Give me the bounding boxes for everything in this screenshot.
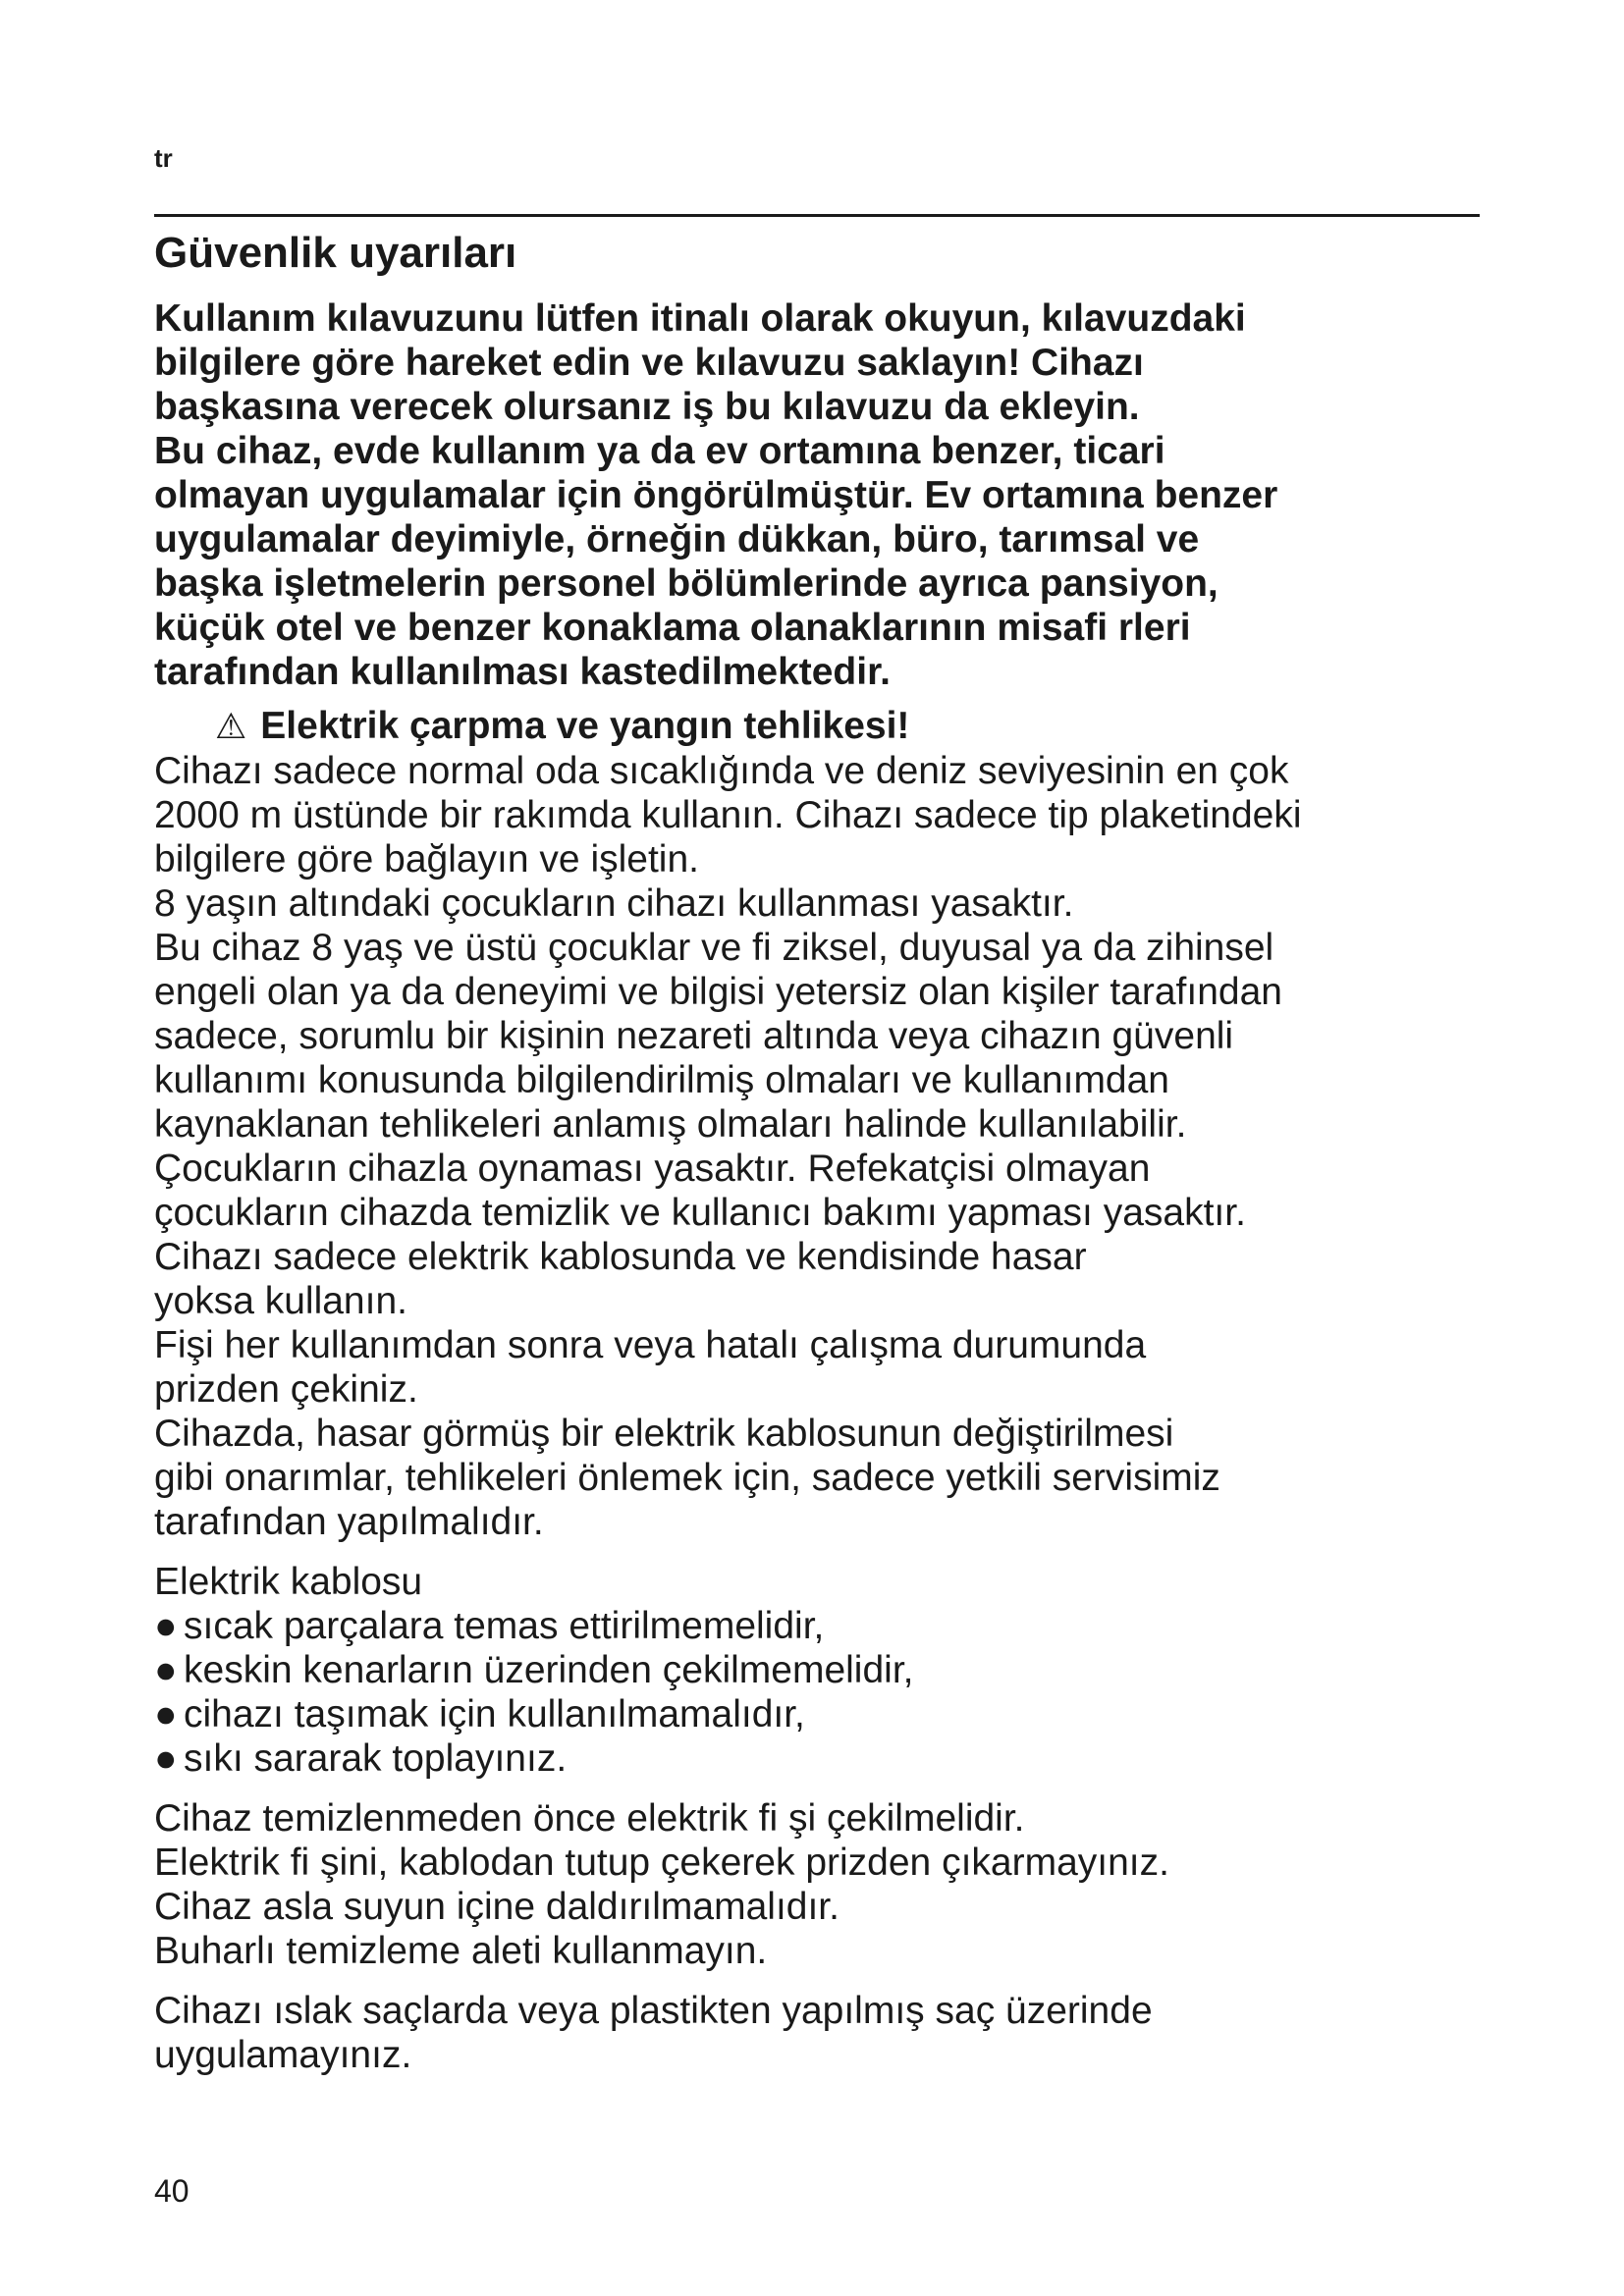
warning-line: 2000 m üstünde bir rakımda kullanın. Cihazı sadece tip plaketindeki [154,794,1302,836]
warning-label: Elektrik çarpma ve yangın tehlikesi! [260,705,910,747]
hair-line: uygulamayınız. [154,2034,412,2076]
bullet-icon: ● [154,1737,178,1780]
intro-paragraph [154,296,1480,694]
intro-line: uygulamalar deyimiyle, örneğin dükkan, büro, tarımsal ve [154,518,1200,561]
hair-paragraph [154,1989,1480,2077]
cleaning-line: Elektrik fi şini, kablodan tutup çekerek prizden çıkarmayınız. [154,1842,1169,1884]
list-item [154,1692,1480,1736]
page-number: 40 [154,2173,189,2209]
header-divider [154,214,1480,217]
warning-line: sadece, sorumlu bir kişinin nezareti altında veya cihazın güvenli [154,1015,1234,1057]
list-item [154,1604,1480,1648]
warning-line: Çocukların cihazla oynaması yasaktır. Refekatçisi olmayan [154,1148,1151,1190]
intro-line: bilgilere göre hareket edin ve kılavuzu saklayın! Cihazı [154,342,1144,384]
bullet-icon: ● [154,1605,178,1647]
warning-line: tarafından yapılmalıdır. [154,1501,544,1543]
bullet-icon: ● [154,1649,178,1691]
warning-line: çocukların cihazda temizlik ve kullanıcı bakımı yapması yasaktır. [154,1192,1246,1234]
safety-text [154,296,1480,2077]
hair-line: Cihazı ıslak saçlarda veya plastikten yapılmış saç üzerinde [154,1990,1153,2032]
warning-line: kullanımı konusunda bilgilendirilmiş olmaları ve kullanımdan [154,1059,1169,1101]
warning-line: bilgilere göre bağlayın ve işletin. [154,838,699,881]
warning-line: gibi onarımlar, tehlikeleri önlemek için, sadece yetkili servisimiz [154,1457,1220,1499]
warning-line: prizden çekiniz. [154,1368,418,1411]
warning-paragraph [154,749,1480,1544]
cleaning-line: Buharlı temizleme aleti kullanmayın. [154,1930,768,1972]
list-item [154,1736,1480,1781]
warning-line: Bu cihaz 8 yaş ve üstü çocuklar ve fi ziksel, duyusal ya da zihinsel [154,927,1274,969]
intro-line: başka işletmelerin personel bölümlerinde ayrıca pansiyon, [154,562,1218,605]
intro-line: tarafından kullanılması kastedilmektedir. [154,651,891,693]
intro-line: küçük otel ve benzer konaklama olanaklarının misafi rleri [154,607,1191,649]
intro-line: başkasına verecek olursanız iş bu kılavuzu da ekleyin. [154,386,1140,428]
cleaning-line: Cihaz temizlenmeden önce elektrik fi şi çekilmelidir. [154,1797,1025,1840]
list-item-text: sıcak parçalara temas ettirilmemelidir, [184,1605,825,1647]
warning-triangle-icon: ⚠ [215,707,247,747]
warning-line: Cihazı sadece elektrik kablosunda ve kendisinde hasar [154,1236,1087,1278]
cable-section [154,1560,1480,1781]
list-item-text: sıkı sararak toplayınız. [184,1737,568,1780]
cleaning-paragraph [154,1796,1480,1973]
warning-line: kaynaklanan tehlikeleri anlamış olmaları halinde kullanılabilir. [154,1103,1187,1146]
warning-line: Cihazda, hasar görmüş bir elektrik kablosunun değiştirilmesi [154,1413,1174,1455]
page-title: Güvenlik uyarıları [154,229,517,277]
list-item-text: cihazı taşımak için kullanılmamalıdır, [184,1693,805,1735]
warning-line: Fişi her kullanımdan sonra veya hatalı çalışma durumunda [154,1324,1147,1366]
list-item [154,1648,1480,1692]
warning-heading [154,704,1480,749]
bullet-icon: ● [154,1693,178,1735]
warning-line: yoksa kullanın. [154,1280,407,1322]
cleaning-line: Cihaz asla suyun içine daldırılmamalıdır. [154,1886,839,1928]
intro-line: Kullanım kılavuzunu lütfen itinalı olarak okuyun, kılavuzdaki [154,297,1246,340]
intro-line: olmayan uygulamalar için öngörülmüştür. Ev ortamına benzer [154,474,1278,516]
warning-line: Cihazı sadece normal oda sıcaklığında ve deniz seviyesinin en çok [154,750,1289,792]
warning-line: 8 yaşın altındaki çocukların cihazı kullanması yasaktır. [154,882,1074,925]
list-item-text: keskin kenarların üzerinden çekilmemelidir, [184,1649,914,1691]
language-tag: tr [154,143,173,173]
warning-line: engeli olan ya da deneyimi ve bilgisi yetersiz olan kişiler tarafından [154,971,1282,1013]
cable-heading: Elektrik kablosu [154,1561,423,1603]
intro-line: Bu cihaz, evde kullanım ya da ev ortamına benzer, ticari [154,430,1165,472]
